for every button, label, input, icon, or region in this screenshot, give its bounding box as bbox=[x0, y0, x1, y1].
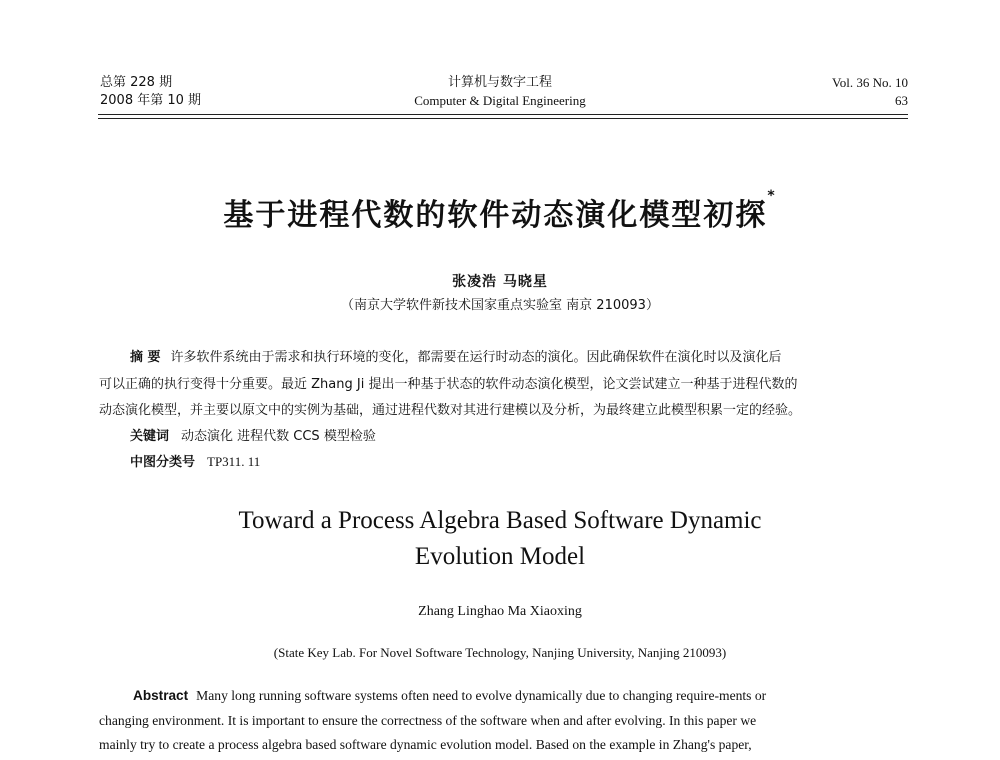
abstract-en-label: Abstract bbox=[133, 688, 189, 703]
keywords-cn-label: 关键词 bbox=[130, 429, 170, 444]
abstract-cn-line: 许多软件系统由于需求和执行环境的变化，都需要在运行时动态的演化。因此确保软件在演化时以及演化后 bbox=[170, 350, 782, 365]
journal-name-cn: 计算机与数字工程 bbox=[447, 75, 552, 90]
abstract-cn-label: 摘 要 bbox=[130, 350, 161, 365]
classification-cn-label: 中图分类号 bbox=[130, 455, 196, 470]
abstract-cn bbox=[99, 345, 909, 425]
affiliation-cn: （南京大学软件新技术国家重点实验室 南京 210093） bbox=[341, 298, 659, 313]
abstract-cn-line: 动态演化模型，并主要以原文中的实例为基础，通过进程代数对其进行建模以及分析，为最终建立此模型积累一定的经验。 bbox=[99, 403, 802, 418]
paper-title-en bbox=[0, 503, 1000, 575]
authors-cn: 张凌浩 马晓星 bbox=[452, 274, 548, 290]
header-rule-top bbox=[98, 114, 908, 115]
keywords-cn-text: 动态演化 进程代数 CCS 模型检验 bbox=[181, 429, 376, 444]
page-number: 63 bbox=[895, 93, 908, 108]
abstract-en-line: mainly try to create a process algebra based software dynamic evolution model. Based on the example in Zhang's paper, bbox=[99, 737, 752, 752]
paper-title-cn bbox=[0, 190, 1000, 234]
abstract-en-line: Many long running software systems often need to evolve dynamically due to changing require-ments or bbox=[196, 688, 767, 703]
paper-title-en-line: Toward a Process Algebra Based Software Dynamic bbox=[238, 507, 762, 534]
classification-cn bbox=[130, 451, 260, 470]
abstract-en bbox=[99, 684, 911, 758]
abstract-en-line: changing environment. It is important to ensure the correctness of the software when and after evolving. In this paper we bbox=[99, 712, 757, 728]
keywords-cn bbox=[130, 425, 376, 444]
abstract-cn-line: 可以正确的执行变得十分重要。最近 Zhang Ji 提出一种基于状态的软件动态演化模型，论文尝试建立一种基于进程代数的 bbox=[99, 376, 798, 392]
title-footnote-mark: * bbox=[767, 188, 777, 204]
classification-cn-value: TP311. 11 bbox=[207, 454, 261, 469]
affiliation-en: (State Key Lab. For Novel Software Technology, Nanjing University, Nanjing 210093) bbox=[273, 645, 727, 660]
paper-title-en-line: Evolution Model bbox=[414, 543, 586, 570]
volume-info bbox=[832, 74, 908, 110]
paper-title-cn-text: 基于进程代数的软件动态演化模型初探 bbox=[223, 198, 768, 233]
volume-number: Vol. 36 No. 10 bbox=[832, 75, 908, 90]
journal-name-en: Computer & Digital Engineering bbox=[414, 93, 586, 108]
issue-year-number: 2008 年第 10 期 bbox=[100, 93, 202, 108]
header-rule-bottom bbox=[98, 118, 908, 119]
issue-total: 总第 228 期 bbox=[100, 75, 173, 90]
authors-en: Zhang Linghao Ma Xiaoxing bbox=[418, 604, 582, 619]
